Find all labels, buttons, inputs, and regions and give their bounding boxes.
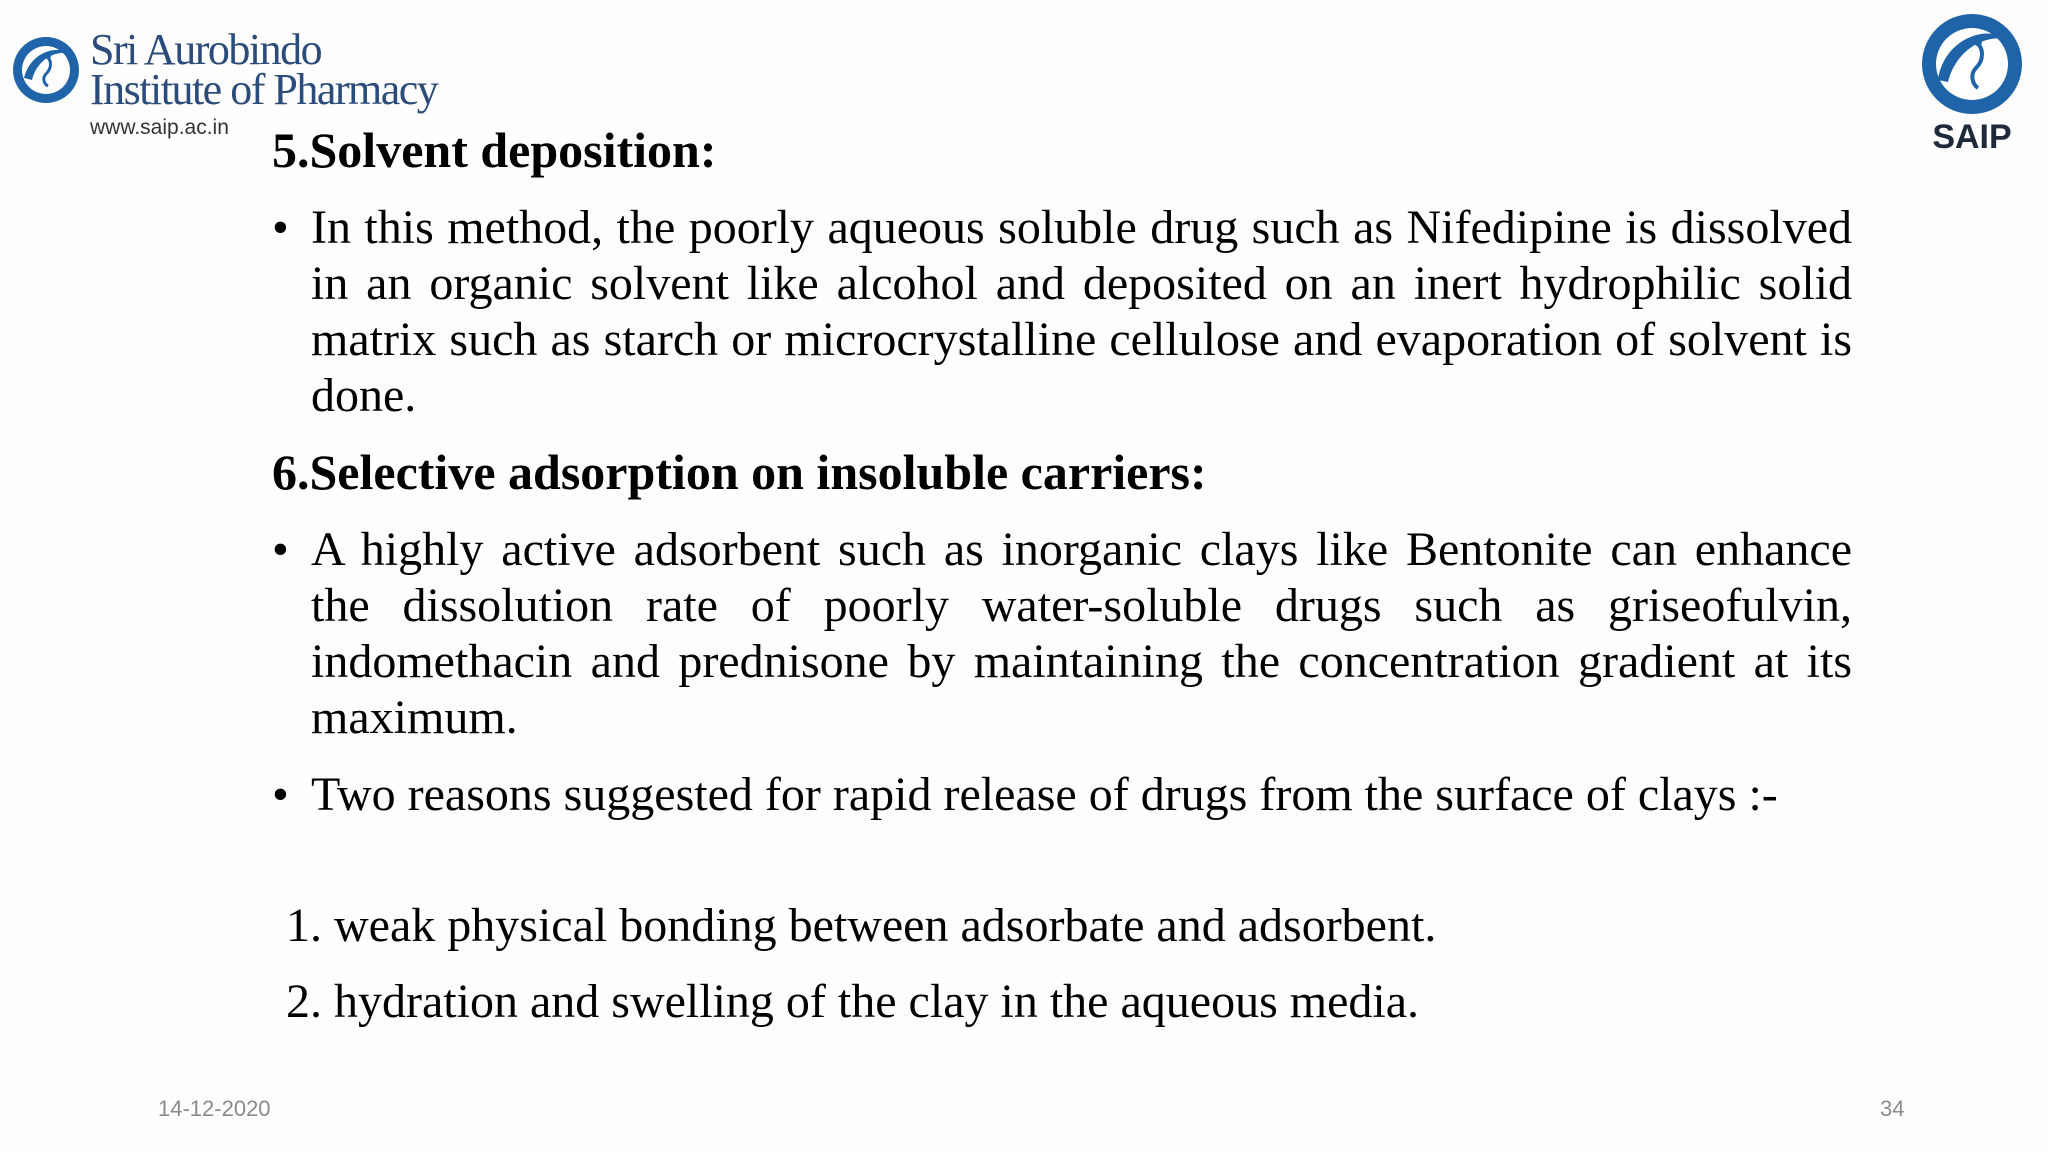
institute-name-line1: Sri Aurobindo bbox=[90, 25, 322, 74]
bullet-symbol: • bbox=[272, 523, 289, 576]
bullet-text: A highly active adsorbent such as inorganic clays like Bentonite can enhance the dissolution rate of poorly water-soluble drugs such as griseofulvin, indomethacin and prednisone by maintaining the concentration gradient at its maximum. bbox=[311, 523, 1852, 744]
numbered-item: 2. hydration and swelling of the clay in the aqueous media. bbox=[286, 975, 1420, 1028]
slide-date: 14-12-2020 bbox=[158, 1096, 271, 1121]
bullet-text: In this method, the poorly aqueous soluble drug such as Nifedipine is dissolved in an organic solvent like alcohol and deposited on an inert hydrophilic solid matrix such as starch or microcrystalline cellulose and evaporation of solvent is done. bbox=[311, 201, 1852, 422]
institute-name-line2: Institute of Pharmacy bbox=[90, 65, 438, 114]
institute-url: www.saip.ac.in bbox=[90, 116, 229, 139]
numbered-item: 1. weak physical bonding between adsorbate and adsorbent. bbox=[286, 899, 1437, 952]
bullet-item bbox=[272, 522, 1852, 746]
section-heading-selective-adsorption: 6.Selective adsorption on insoluble carriers: bbox=[272, 444, 1207, 500]
bullet-item bbox=[272, 200, 1852, 424]
saip-logo bbox=[1910, 10, 2034, 160]
bullet-symbol: • bbox=[272, 201, 289, 254]
institute-emblem-icon bbox=[10, 34, 82, 106]
bullet-item bbox=[272, 767, 1852, 823]
saip-emblem-icon bbox=[1918, 10, 2026, 118]
saip-caption: SAIP bbox=[1932, 118, 2012, 156]
bullet-symbol: • bbox=[272, 768, 289, 821]
slide-number: 34 bbox=[1880, 1096, 1905, 1121]
section-heading-solvent-deposition: 5.Solvent deposition: bbox=[272, 122, 717, 178]
bullet-text: Two reasons suggested for rapid release of drugs from the surface of clays :- bbox=[311, 768, 1778, 821]
